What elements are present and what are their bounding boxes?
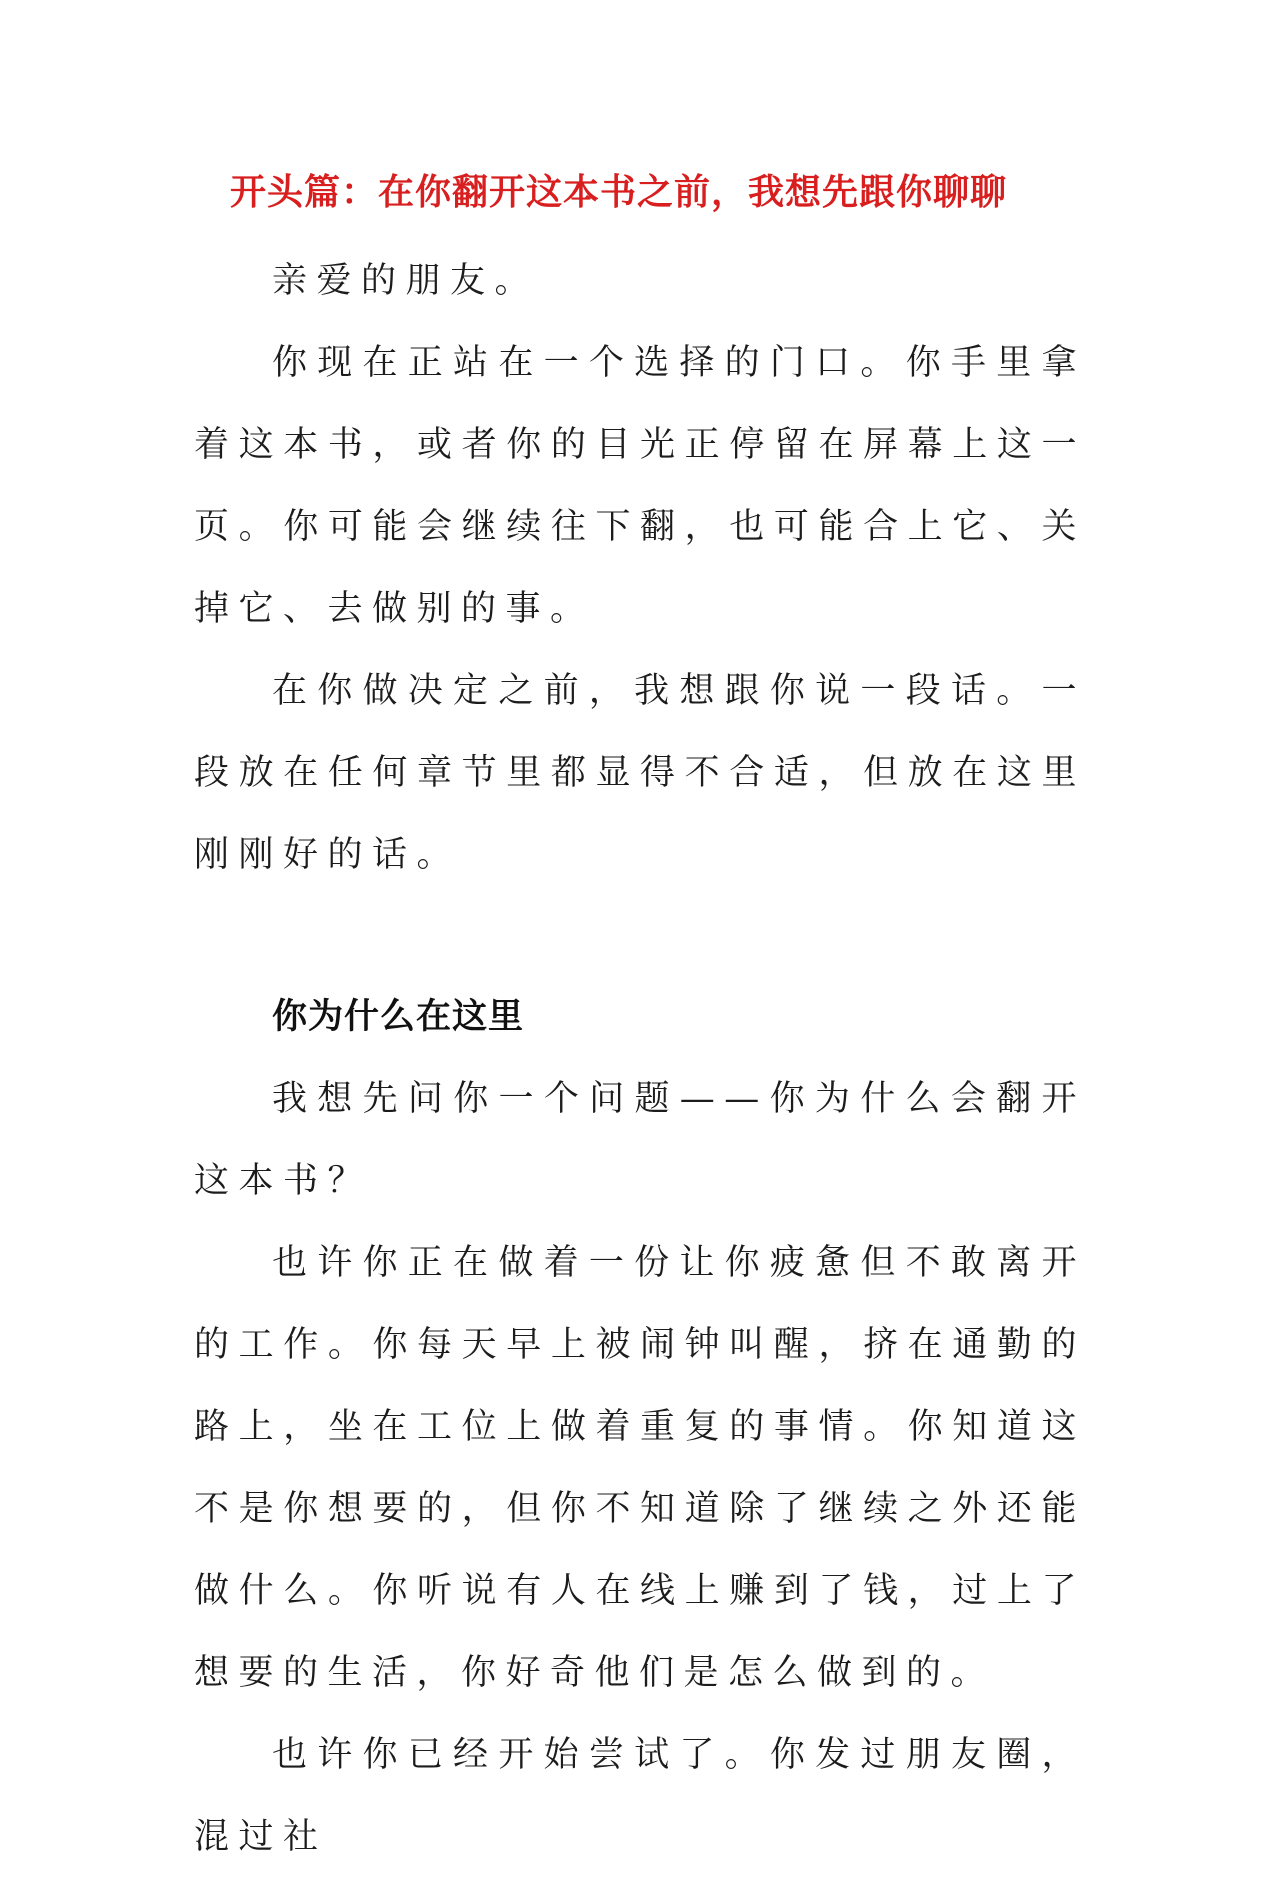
paragraph: 也许你已经开始尝试了。你发过朋友圈，混过社 xyxy=(194,1735,1086,1857)
paragraph: 亲爱的朋友。 xyxy=(272,261,540,301)
paragraph: 我想先问你一个问题——你为什么会翻开这本书？ xyxy=(194,1079,1086,1201)
document-body xyxy=(194,240,1086,1878)
paragraph: 你现在正站在一个选择的门口。你手里拿着这本书，或者你的目光正停留在屏幕上这一页。你可能会继续往下翻，也可能合上它、关掉它、去做别的事。 xyxy=(194,343,1086,629)
paragraph: 也许你正在做着一份让你疲惫但不敢离开的工作。你每天早上被闹钟叫醒，挤在通勤的路上，坐在工位上做着重复的事情。你知道这不是你想要的，但你不知道除了继续之外还能做什么。你听说有人在线上赚到了钱，过上了想要的生活，你好奇他们是怎么做到的。 xyxy=(194,1243,1086,1693)
paragraph: 在你做决定之前，我想跟你说一段话。一段放在任何章节里都显得不合适，但放在这里刚刚好的话。 xyxy=(194,671,1086,875)
section-heading: 你为什么在这里 xyxy=(272,997,525,1037)
chapter-title: 开头篇：在你翻开这本书之前，我想先跟你聊聊 xyxy=(230,172,1008,213)
